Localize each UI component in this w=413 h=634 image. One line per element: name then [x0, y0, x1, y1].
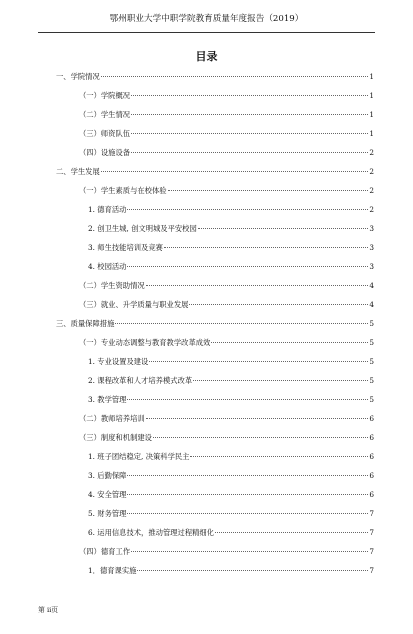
toc-entry-page: 1 [369, 72, 374, 81]
toc-entry-label: （二）学生资助情况 [79, 281, 145, 290]
toc-entry-label: （三）师资队伍 [79, 129, 131, 138]
page-number-footer: 第 ii页 [38, 606, 59, 614]
toc-entry-level3[interactable] [88, 224, 374, 233]
toc-entry-level1[interactable] [56, 319, 374, 328]
toc-entry-page: 2 [369, 205, 374, 214]
leader-dots [131, 114, 368, 115]
toc-entry-page: 6 [369, 490, 374, 499]
leader-dots [215, 532, 368, 533]
toc-entry-page: 1 [369, 110, 374, 119]
toc-entry-page: 7 [369, 509, 374, 518]
leader-dots [198, 228, 369, 229]
toc-entry-level2[interactable] [79, 547, 374, 556]
toc-entry-level3[interactable] [88, 452, 374, 461]
toc-entry-label: 6. 运用信息技术，推动管理过程精细化 [88, 528, 215, 537]
toc-entry-level2[interactable] [79, 414, 374, 423]
toc-entry-level3[interactable] [88, 205, 374, 214]
toc-entry-label: （三）就业、升学质量与职业发展 [79, 300, 189, 309]
toc-entry-page: 1 [369, 91, 374, 100]
toc-entry-level2[interactable] [79, 110, 374, 119]
running-header: 鄂州职业大学中职学院教育质量年度报告（2019） [109, 14, 304, 24]
toc-entry-label: 3. 师生技能培训及竞赛 [88, 243, 163, 252]
toc-entry-page: 6 [369, 414, 374, 423]
toc-entry-label: （一）学生素质与在校体验 [79, 186, 167, 195]
toc-entry-page: 5 [369, 357, 374, 366]
header-rule [38, 32, 375, 33]
leader-dots [153, 437, 368, 438]
toc-entry-level1[interactable] [56, 167, 374, 176]
leader-dots [127, 399, 368, 400]
leader-dots [131, 95, 368, 96]
leader-dots [131, 133, 368, 134]
toc-entry-label: 3. 教学管理 [88, 395, 127, 404]
toc-entry-level3[interactable] [88, 471, 374, 480]
leader-dots [127, 209, 368, 210]
toc-entry-label: （三）制度和机制建设 [79, 433, 152, 442]
leader-dots [168, 190, 369, 191]
toc-entry-page: 4 [369, 300, 374, 309]
toc-entry-level2[interactable] [79, 186, 374, 195]
toc-entry-level3[interactable] [88, 262, 374, 271]
toc-entry-page: 3 [369, 243, 374, 252]
toc-entry-label: 2. 课程改革和人才培养模式改革 [88, 376, 193, 385]
leader-dots [190, 456, 368, 457]
toc-entry-page: 5 [369, 338, 374, 347]
toc-entry-page: 4 [369, 281, 374, 290]
toc-entry-page: 3 [369, 224, 374, 233]
leader-dots [211, 342, 368, 343]
toc-entry-page: 5 [369, 395, 374, 404]
toc-entry-level3[interactable] [88, 395, 374, 404]
leader-dots [189, 304, 368, 305]
toc-entry-level3[interactable] [88, 509, 374, 518]
toc-entry-level2[interactable] [79, 433, 374, 442]
toc-title: 目录 [195, 50, 218, 63]
toc-entry-page: 1 [369, 129, 374, 138]
toc-entry-level3[interactable] [88, 528, 374, 537]
leader-dots [164, 247, 368, 248]
toc-entry-label: 1. 班子团结稳定, 决策科学民主 [88, 452, 190, 461]
toc-entry-level3[interactable] [88, 243, 374, 252]
toc-entry-label: （二）教师培养培训 [79, 414, 145, 423]
toc-entry-level3[interactable] [88, 357, 374, 366]
toc-entry-label: （四）设施设备 [79, 148, 131, 157]
toc-entry-level2[interactable] [79, 338, 374, 347]
leader-dots [127, 513, 368, 514]
toc-entry-level2[interactable] [79, 129, 374, 138]
toc-entry-page: 5 [369, 319, 374, 328]
toc-entry-level2[interactable] [79, 300, 374, 309]
leader-dots [131, 152, 368, 153]
toc-entry-label: 1．德育课实施 [88, 566, 137, 575]
toc-entry-label: 一、学院情况 [56, 72, 100, 81]
leader-dots [149, 361, 368, 362]
toc-entry-page: 7 [369, 566, 374, 575]
toc-entry-label: （二）学生情况 [79, 110, 131, 119]
toc-entry-label: 3. 后勤保障 [88, 471, 127, 480]
leader-dots [127, 494, 368, 495]
leader-dots [146, 285, 369, 286]
toc-entry-page: 5 [369, 376, 374, 385]
toc-entry-page: 7 [369, 528, 374, 537]
toc-entry-page: 2 [369, 148, 374, 157]
toc-entry-label: 4. 安全管理 [88, 490, 127, 499]
toc-entry-label: （一）专业动态调整与教育教学改革成效 [79, 338, 211, 347]
leader-dots [137, 570, 368, 571]
toc-entry-level3[interactable] [88, 566, 374, 575]
toc-entry-level2[interactable] [79, 281, 374, 290]
toc-entry-page: 6 [369, 452, 374, 461]
toc-entry-label: 二、学生发展 [56, 167, 100, 176]
toc-entry-page: 7 [369, 547, 374, 556]
toc-entry-page: 6 [369, 471, 374, 480]
toc-entry-level2[interactable] [79, 91, 374, 100]
toc-entry-page: 3 [369, 262, 374, 271]
toc-entry-level3[interactable] [88, 490, 374, 499]
table-of-contents [0, 66, 413, 586]
toc-entry-label: 三、质量保障措施 [56, 319, 115, 328]
leader-dots [131, 551, 368, 552]
toc-entry-label: 2. 创卫生城, 创文明城及平安校园 [88, 224, 197, 233]
toc-entry-label: 1. 专业设置及建设 [88, 357, 149, 366]
leader-dots [146, 418, 369, 419]
leader-dots [115, 323, 368, 324]
toc-entry-level3[interactable] [88, 376, 374, 385]
toc-entry-label: 5. 财务管理 [88, 509, 127, 518]
toc-entry-label: （一）学院概况 [79, 91, 131, 100]
toc-entry-label: 1. 德育活动 [88, 205, 127, 214]
toc-entry-page: 2 [369, 186, 374, 195]
leader-dots [101, 171, 369, 172]
toc-entry-level1[interactable] [56, 72, 374, 81]
leader-dots [127, 475, 368, 476]
toc-entry-label: 4. 校园活动 [88, 262, 127, 271]
toc-entry-level2[interactable] [79, 148, 374, 157]
leader-dots [101, 76, 369, 77]
toc-entry-page: 6 [369, 433, 374, 442]
leader-dots [127, 266, 368, 267]
toc-entry-label: （四）德育工作 [79, 547, 131, 556]
toc-entry-page: 2 [369, 167, 374, 176]
leader-dots [193, 380, 368, 381]
